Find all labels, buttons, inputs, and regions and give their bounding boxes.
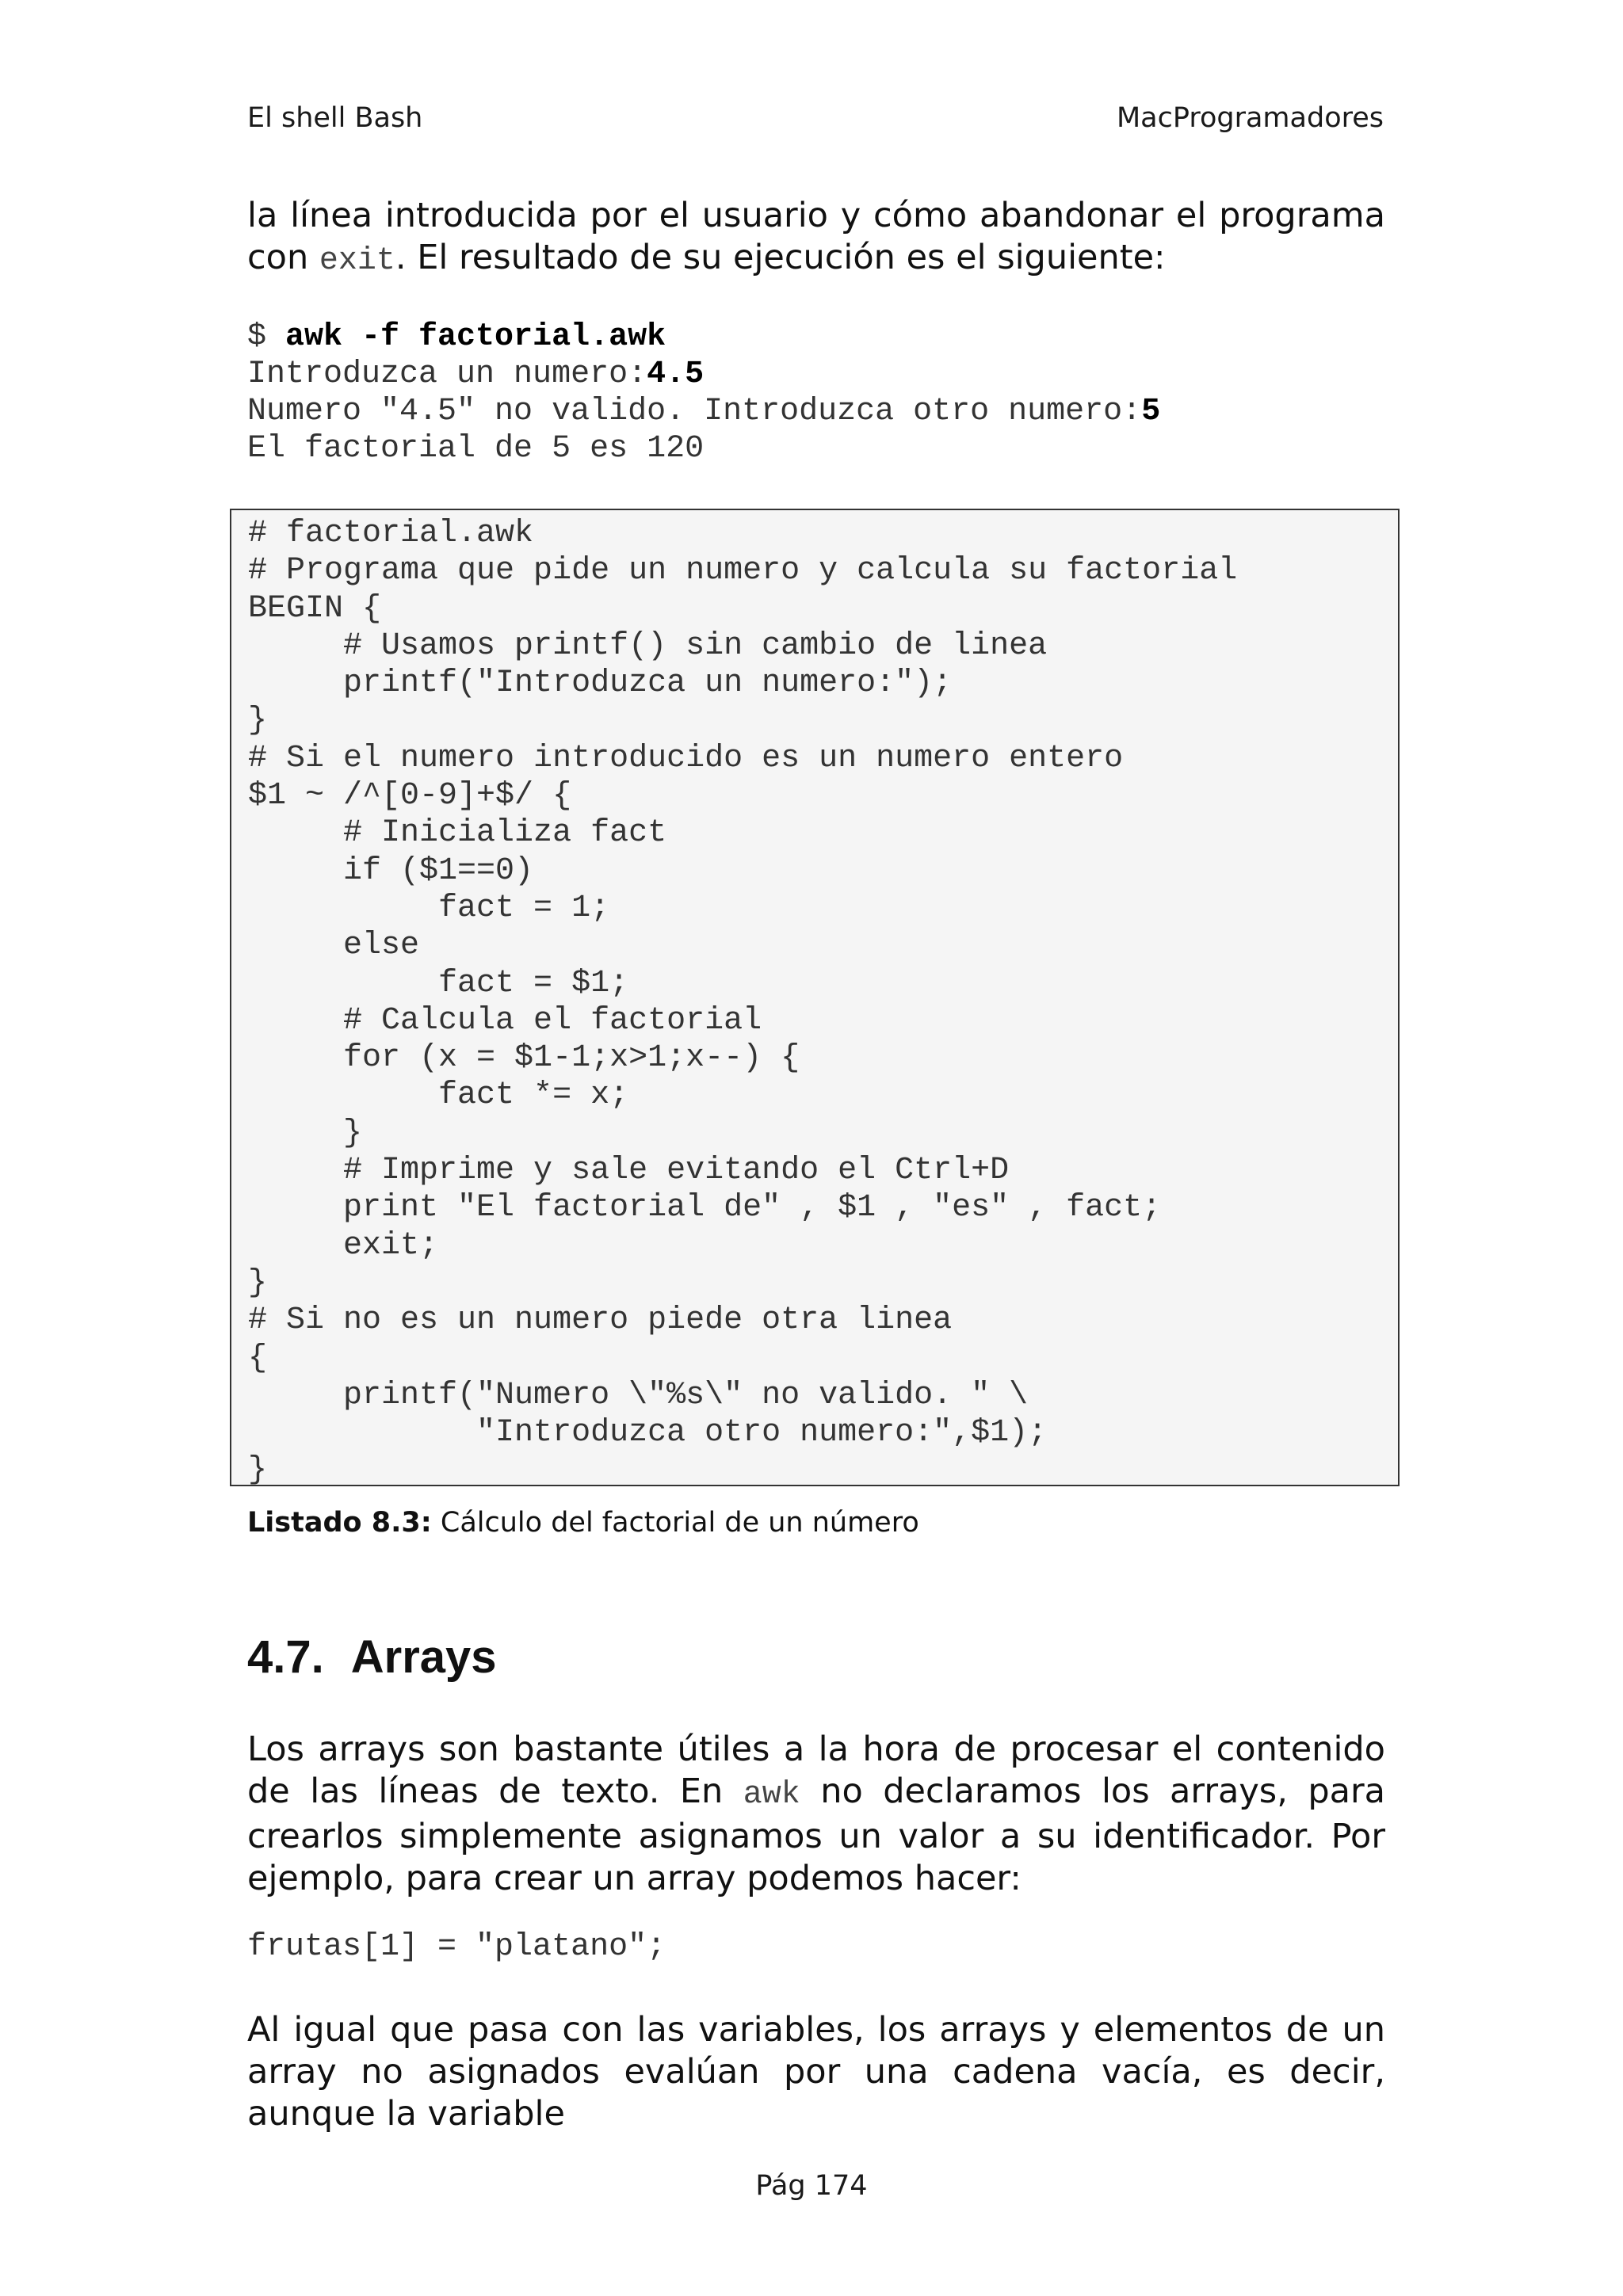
arrays-paragraph	[247, 1729, 1385, 1900]
inline-code-awk: awk	[743, 1777, 800, 1813]
terminal-result: El factorial de 5 es 120	[247, 431, 705, 467]
example-code	[247, 1928, 1385, 1966]
arrays-text-end: no declaramos los arrays, para crearlos simplemente asignamos un valor a su identificador. Por ejemplo, para crear un array podemos hacer:	[247, 1772, 1385, 1898]
caption-text: Cálculo del factorial de un número	[431, 1507, 919, 1539]
section-number: 4.7.	[247, 1631, 324, 1683]
terminal-output	[247, 318, 1385, 467]
terminal-error-text: Numero "4.5" no valido. Introduzca otro numero:	[247, 394, 1142, 429]
terminal-command: awk -f factorial.awk	[285, 319, 666, 355]
running-header-publisher: MacProgramadores	[1116, 102, 1384, 134]
terminal-prompt: $	[247, 319, 286, 355]
code-listing: # factorial.awk # Programa que pide un numero y calcula su factorial BEGIN { # Usamos printf() sin cambio de linea printf("Introduzca un numero:"); } # Si el numero introducido es un numero entero $1 ~ /^[0-9]+$/ { # Inicializa fact if ($1==0) fact = 1; else fact = $1; # Calcula el factorial for (x = $1-1;x>1;x--) { fact *= x; } # Imprime y sale evitando el Ctrl+D print "El factorial de" , $1 , "es" , fact; exit; } # Si no es un numero piede otra linea { printf("Numero \"%s\" no valido. " \ "Introduzca otro numero:",$1); }	[248, 516, 1238, 1489]
intro-paragraph	[247, 195, 1385, 282]
section-title: Arrays	[350, 1631, 497, 1683]
terminal-user-input: 5	[1141, 394, 1161, 429]
listing-caption	[247, 1505, 919, 1540]
running-header-title: El shell Bash	[247, 102, 423, 134]
inline-code-exit: exit	[319, 243, 395, 279]
section-heading	[247, 1630, 497, 1684]
arrays-text-start: Los arrays son bastante útiles a la hora de procesar el contenido de las líneas de texto. En	[247, 1730, 1385, 1811]
intro-text-end: . El resultado de su ejecución es el siguiente:	[395, 238, 1166, 277]
terminal-user-input: 4.5	[647, 357, 705, 392]
terminal-prompt-text: Introduzca un numero:	[247, 357, 647, 392]
page-number: Pág 174	[755, 2170, 868, 2202]
code-listing-box	[230, 509, 1400, 1489]
caption-label: Listado 8.3:	[247, 1507, 432, 1539]
example-code-line: frutas[1] = "platano";	[247, 1929, 666, 1965]
terminal-lines	[247, 318, 1385, 467]
intro-text-start: la línea introducida por el usuario y cómo abandonar el programa con	[247, 196, 1385, 277]
final-paragraph: Al igual que pasa con las variables, los arrays y elementos de un array no asignados evalúan por una cadena vacía, es decir, aunque la variable	[247, 2010, 1385, 2134]
